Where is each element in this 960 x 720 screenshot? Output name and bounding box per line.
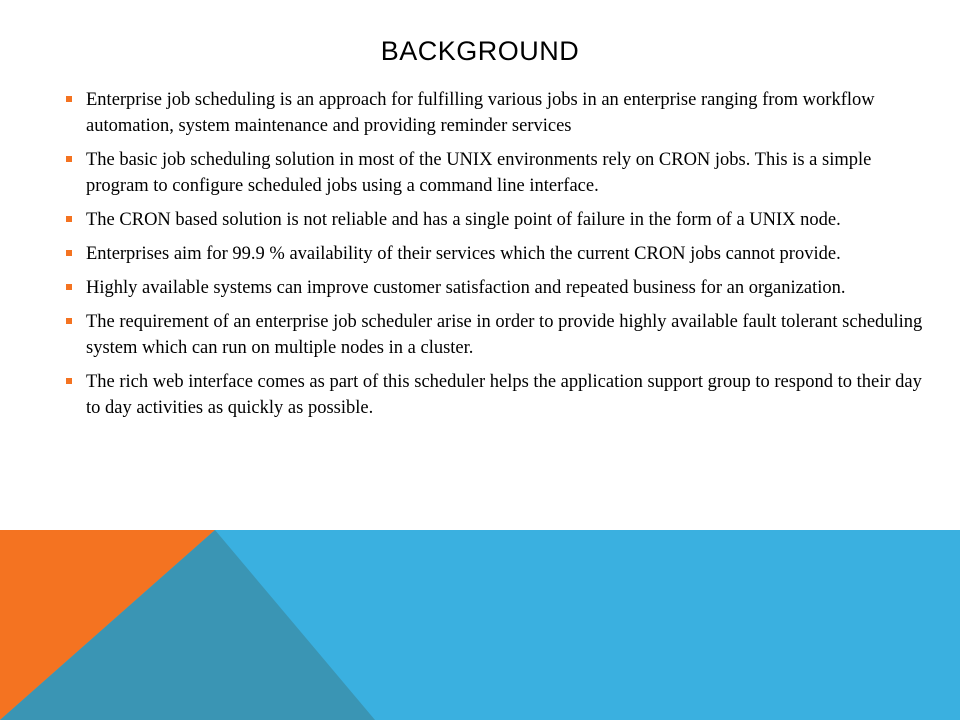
bullet-text: Highly available systems can improve customer satisfaction and repeated business for an organization. <box>86 278 846 298</box>
square-bullet-icon <box>66 318 72 324</box>
bullet-item <box>64 275 924 301</box>
decorative-band <box>0 530 960 720</box>
bullet-text: The requirement of an enterprise job scheduler arise in order to provide highly available fault tolerant scheduling system which can run on multiple nodes in a cluster. <box>86 312 923 358</box>
bullet-item <box>64 241 924 267</box>
bullet-item <box>64 309 924 361</box>
square-bullet-icon <box>66 378 72 384</box>
square-bullet-icon <box>66 96 72 102</box>
bullet-item <box>64 147 924 199</box>
bullet-text: Enterprise job scheduling is an approach for fulfilling various jobs in an enterprise ranging from workflow automation, system maintenance and providing reminder services <box>86 90 875 136</box>
bullet-item <box>64 87 924 139</box>
bullet-text: Enterprises aim for 99.9 % availability of their services which the current CRON jobs cannot provide. <box>86 244 841 264</box>
bullet-text: The basic job scheduling solution in most of the UNIX environments rely on CRON jobs. This is a simple program to configure scheduled jobs using a command line interface. <box>86 150 872 196</box>
square-bullet-icon <box>66 216 72 222</box>
bullet-list <box>64 87 924 429</box>
square-bullet-icon <box>66 250 72 256</box>
square-bullet-icon <box>66 156 72 162</box>
square-bullet-icon <box>66 284 72 290</box>
bullet-text: The CRON based solution is not reliable and has a single point of failure in the form of a UNIX node. <box>86 210 841 230</box>
bullet-item <box>64 369 924 421</box>
bullet-item <box>64 207 924 233</box>
bullet-text: The rich web interface comes as part of this scheduler helps the application support group to respond to their day to day activities as quickly as possible. <box>86 372 922 418</box>
slide-title: BACKGROUND <box>380 36 580 66</box>
